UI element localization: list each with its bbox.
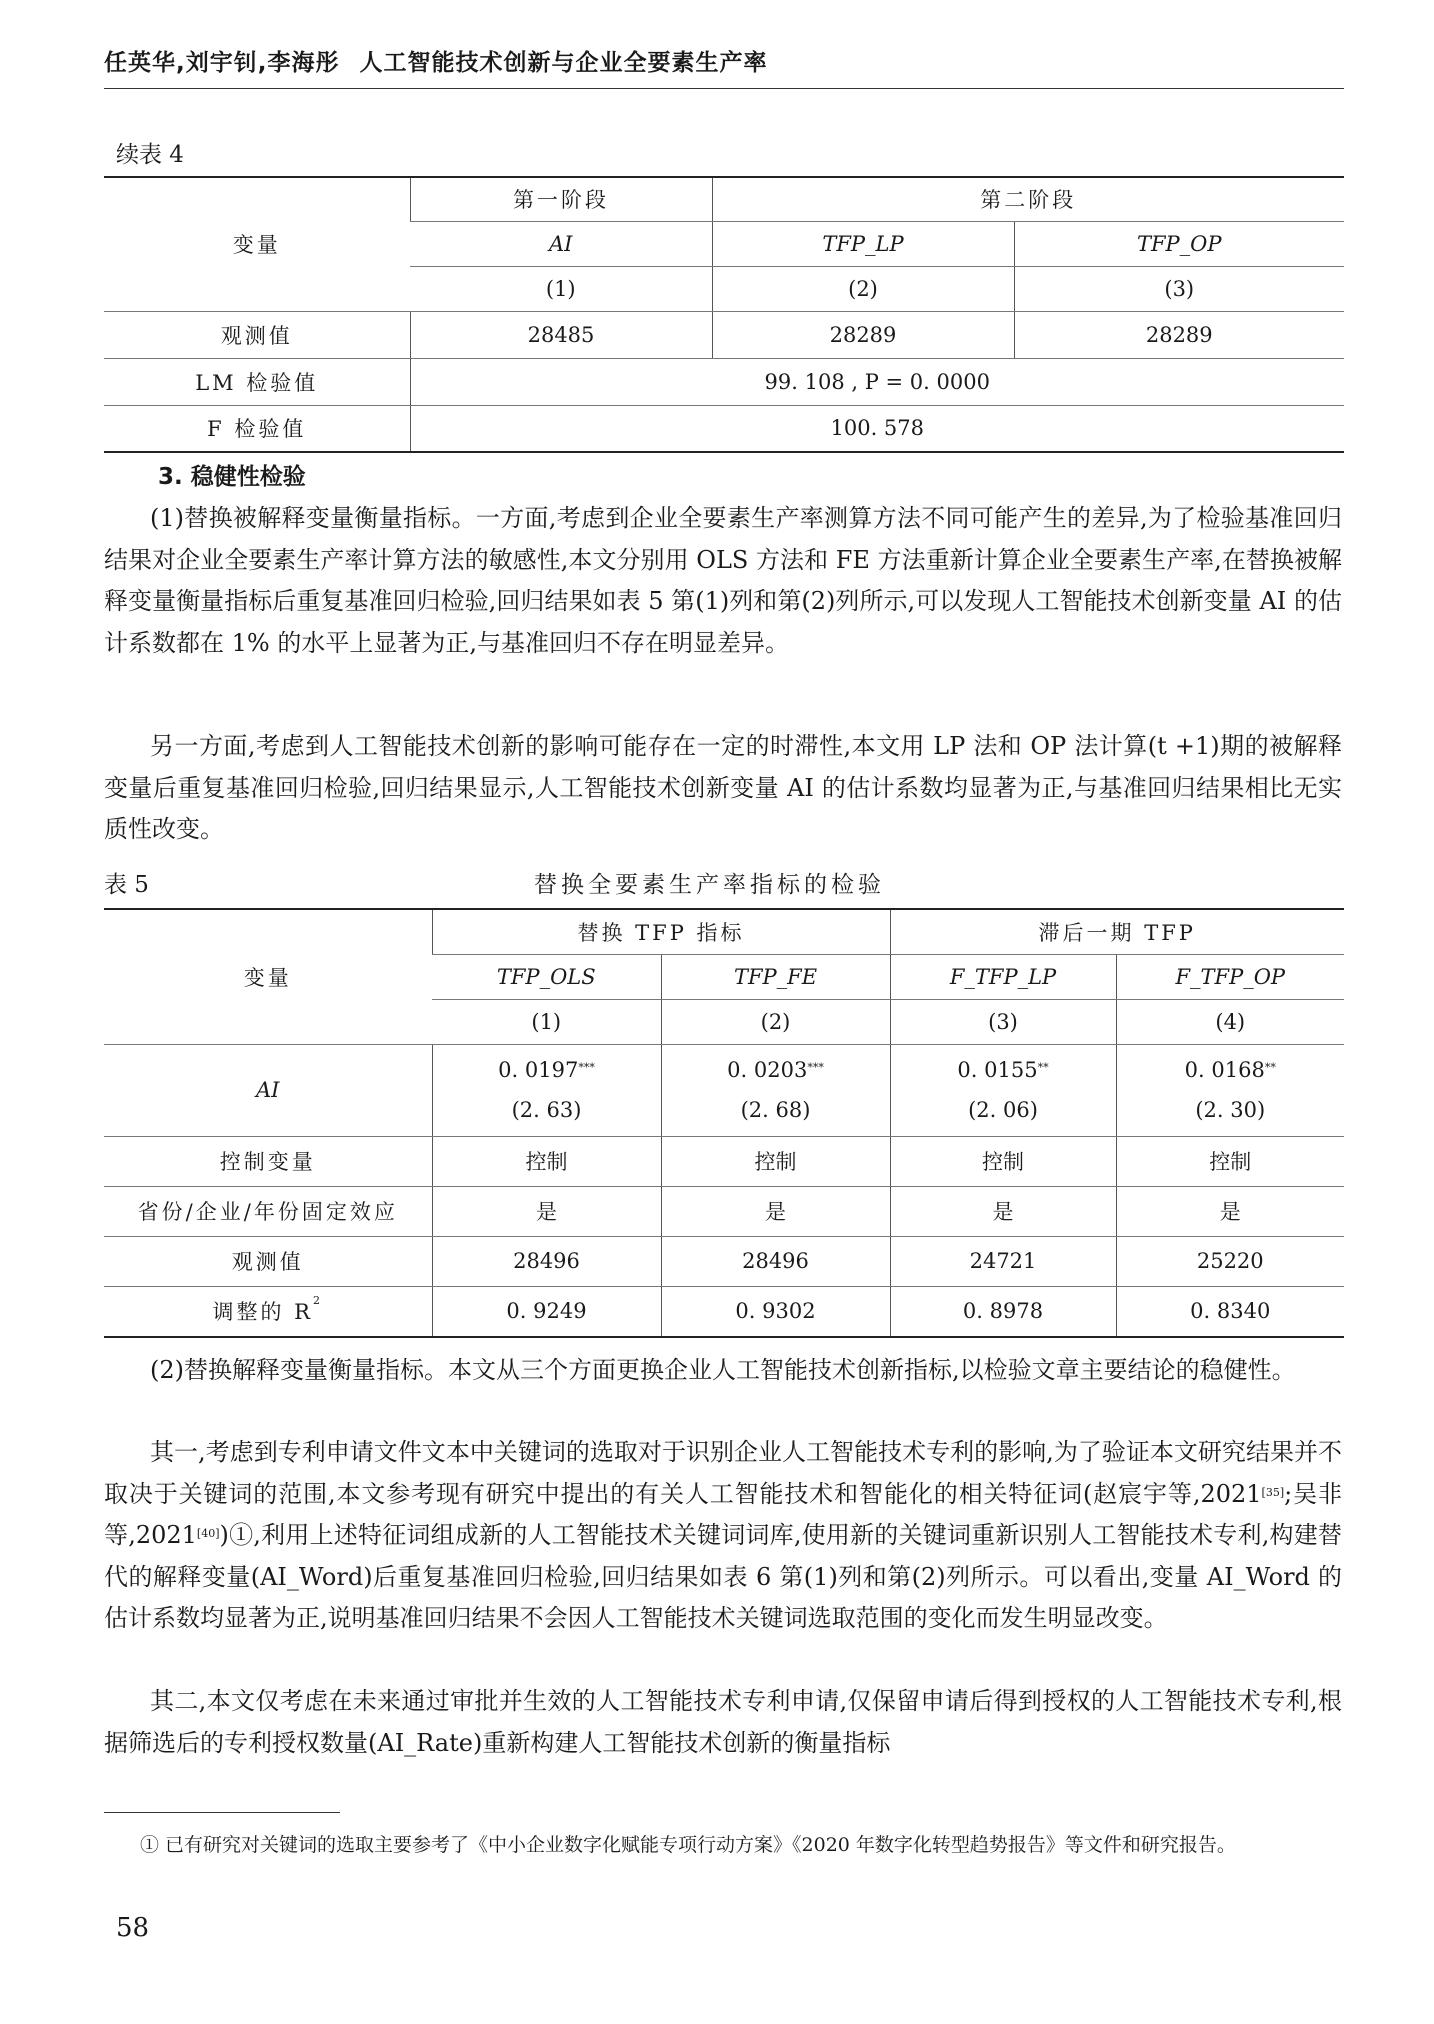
footnote: ① 已有研究对关键词的选取主要参考了《中小企业数字化赋能专项行动方案》《2020 年数字化转型趋势报告》等文件和研究报告。 [140, 1834, 1236, 1856]
r2-label: 调整的 R [212, 1300, 313, 1325]
running-header [104, 44, 1344, 77]
table5-cell: 0. 9249 [432, 1286, 661, 1337]
table5-col-number: (4) [1116, 999, 1344, 1044]
table5-row-label: 省份/企业/年份固定效应 [104, 1186, 432, 1236]
table5-cell: 是 [1116, 1186, 1344, 1236]
table5-cell: 0. 9302 [661, 1286, 890, 1337]
header-authors: 任英华,刘宇钊,李海彤 [104, 50, 340, 76]
r2-superscript: 2 [313, 1294, 323, 1308]
t-statistic: (2. 30) [1195, 1098, 1266, 1122]
table5-coef-cell [661, 1044, 890, 1136]
table5-cell: 是 [890, 1186, 1116, 1236]
significance-stars: ** [1037, 1061, 1049, 1074]
table5-caption [104, 866, 1344, 899]
table5-group-header: 替换 TFP 指标 [432, 909, 890, 954]
paragraph: 其二,本文仅考虑在未来通过审批并生效的人工智能技术专利申请,仅保留申请后得到授权的人工智能技术专利,根据筛选后的专利授权数量(AI_Rate)重新构建人工智能技术创新的衡量指标 [104, 1687, 1342, 1757]
table5-col-number: (1) [432, 999, 661, 1044]
significance-stars: ** [1264, 1061, 1276, 1074]
paragraph: (2)替换解释变量衡量指标。本文从三个方面更换企业人工智能技术创新指标,以检验文章主要结论的稳健性。 [150, 1356, 1296, 1384]
table5-col-number: (3) [890, 999, 1116, 1044]
table5-row-label: 控制变量 [104, 1136, 432, 1186]
table5-col-header: F_TFP_OP [1116, 954, 1344, 999]
table4-var-header: 变量 [104, 177, 410, 311]
table5-cell: 28496 [432, 1236, 661, 1286]
table5-coef-cell [1116, 1044, 1344, 1136]
table4-cell: 100. 578 [410, 405, 1344, 452]
table5-col-number: (2) [661, 999, 890, 1044]
paragraph: 另一方面,考虑到人工智能技术创新的影响可能存在一定的时滞性,本文用 LP 法和 OP 法计算(t +1)期的被解释变量后重复基准回归检验,回归结果显示,人工智能技术创新变量 AI 的估计系数均显著为正,与基准回归结果相比无实质性改变。 [104, 732, 1342, 843]
table5-row-label: 观测值 [104, 1236, 432, 1286]
table5-cell: 是 [661, 1186, 890, 1236]
table4-col-header: TFP_LP [712, 221, 1014, 266]
coef-value: 0. 0203 [727, 1058, 808, 1082]
coef-value: 0. 0197 [498, 1058, 579, 1082]
table4-row-label: 观测值 [104, 311, 410, 358]
table4-cell: 28289 [1014, 311, 1344, 358]
table5-cell: 控制 [432, 1136, 661, 1186]
table5-coef-cell [432, 1044, 661, 1136]
table4-cell: 28485 [410, 311, 712, 358]
table4-cell: 99. 108 , P = 0. 0000 [410, 358, 1344, 405]
table5-col-header: TFP_FE [661, 954, 890, 999]
paragraph [104, 1432, 1342, 1640]
table4-col-header: AI [410, 221, 712, 266]
table5-cell: 25220 [1116, 1236, 1344, 1286]
header-title: 人工智能技术创新与企业全要素生产率 [359, 50, 768, 76]
table5-cell: 控制 [1116, 1136, 1344, 1186]
table5 [104, 908, 1344, 1338]
table5-cell: 0. 8340 [1116, 1286, 1344, 1337]
table5-label: 表 5 [104, 872, 149, 898]
table5-cell: 是 [432, 1186, 661, 1236]
coef-value: 0. 0168 [1184, 1058, 1265, 1082]
table4-row-label: F 检验值 [104, 405, 410, 452]
t-statistic: (2. 63) [511, 1098, 582, 1122]
table5-col-header: F_TFP_LP [890, 954, 1116, 999]
t-statistic: (2. 68) [740, 1098, 811, 1122]
table5-row-label: AI [104, 1044, 432, 1136]
table5-col-header: TFP_OLS [432, 954, 661, 999]
t-statistic: (2. 06) [968, 1098, 1038, 1122]
table4-stage1-header: 第一阶段 [410, 177, 712, 221]
paragraph-text: 其一,考虑到专利申请文件文本中关键词的选取对于识别企业人工智能技术专利的影响,为了验证本文研究结果并不取决于关键词的范围,本文参考现有研究中提出的有关人工智能技术和智能化的相关特征词(赵宸宇等,2021 [104, 1438, 1342, 1508]
table5-row-label [104, 1286, 432, 1337]
coef-value: 0. 0155 [957, 1058, 1038, 1082]
table4-cell: 28289 [712, 311, 1014, 358]
significance-stars: *** [578, 1061, 595, 1074]
table5-cell: 控制 [890, 1136, 1116, 1186]
table4-col-header: TFP_OP [1014, 221, 1344, 266]
table4-col-number: (3) [1014, 266, 1344, 311]
table4-stage2-header: 第二阶段 [712, 177, 1344, 221]
paragraph-text: ;吴非等,2021 [104, 1479, 1342, 1549]
footnote-rule [104, 1812, 340, 1813]
paragraph: (1)替换被解释变量衡量指标。一方面,考虑到企业全要素生产率测算方法不同可能产生的差异,为了检验基准回归结果对企业全要素生产率计算方法的敏感性,本文分别用 OLS 方法和 FE 方法重新计算企业全要素生产率,在替换被解释变量衡量指标后重复基准回归检验,回归结果如表 5 第(1)列和第(2)列所示,可以发现人工智能技术创新变量 AI 的估计系数都在 1% 的水平上显著为正,与基准回归不存在明显差异。 [104, 504, 1342, 657]
table4-col-number: (2) [712, 266, 1014, 311]
paragraph-text: )①,利用上述特征词组成新的人工智能技术关键词词库,使用新的关键词重新识别人工智能技术专利,构建替代的解释变量(AI_Word)后重复基准回归检验,回归结果如表 6 第(1)列和第(2)列所示。可以看出,变量 AI_Word 的估计系数均显著为正,说明基准回归结果不会因人工智能技术关键词选取范围的变化而发生明显改变。 [104, 1521, 1342, 1632]
table5-cell: 控制 [661, 1136, 890, 1186]
table4-caption: 续表 4 [116, 142, 184, 168]
section-heading: 3. 稳健性检验 [158, 464, 306, 490]
table5-cell: 0. 8978 [890, 1286, 1116, 1337]
table5-var-header: 变量 [104, 909, 432, 1044]
table5-coef-cell [890, 1044, 1116, 1136]
table5-cell: 24721 [890, 1236, 1116, 1286]
table4 [104, 176, 1344, 453]
citation-ref: [35] [1261, 1485, 1285, 1499]
table5-title: 替换全要素生产率指标的检验 [534, 872, 885, 898]
header-rule [104, 88, 1344, 89]
significance-stars: *** [807, 1061, 824, 1074]
citation-ref: [40] [196, 1527, 220, 1540]
table5-group-header: 滞后一期 TFP [890, 909, 1344, 954]
page-number: 58 [116, 1913, 150, 1943]
table4-col-number: (1) [410, 266, 712, 311]
table4-row-label: LM 检验值 [104, 358, 410, 405]
table5-cell: 28496 [661, 1236, 890, 1286]
